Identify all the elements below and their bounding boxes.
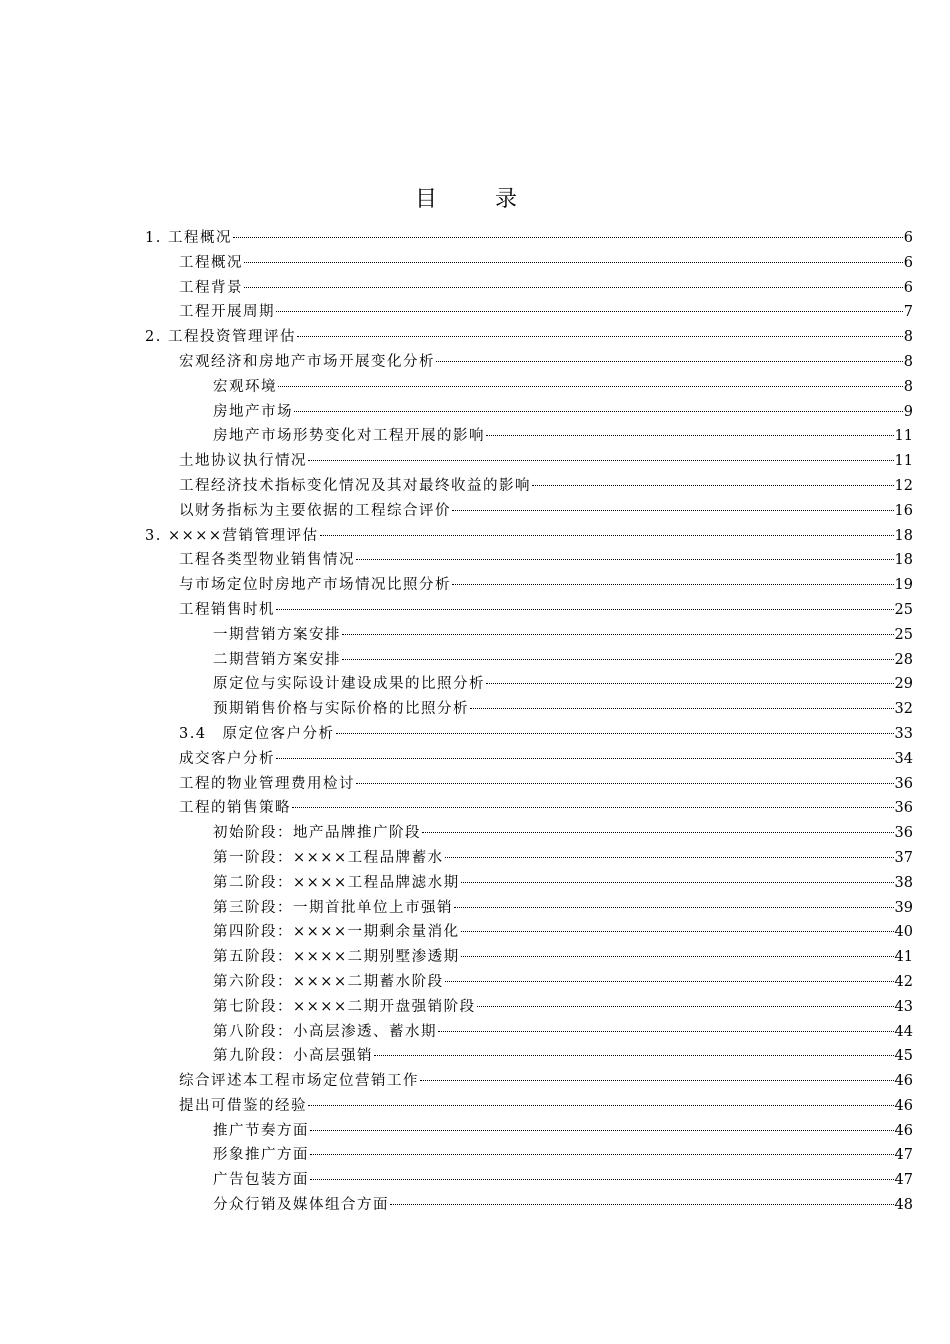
toc-entry-label: 宏观环境 [213,378,277,395]
toc-entry-page-number: 46 [894,1097,913,1114]
toc-entry[interactable] [145,1069,913,1094]
toc-entry-page-number: 29 [894,676,913,693]
toc-entry[interactable] [145,474,913,499]
toc-entry[interactable] [145,945,913,970]
toc-dot-leader [233,237,903,238]
toc-entry-page-number: 32 [894,701,913,718]
toc-entry-label: 工程背景 [179,279,243,296]
toc-dot-leader [452,584,894,585]
toc-entry-label: 工程经济技术指标变化情况及其对最终收益的影响 [179,477,531,494]
toc-entry[interactable] [145,672,913,697]
toc-entry[interactable] [145,1094,913,1119]
toc-dot-leader [276,758,894,759]
toc-dot-leader [452,510,894,511]
toc-entry-label: 第一阶段：××××工程品牌蓄水 [213,849,444,866]
toc-entry-page-number: 46 [894,1122,913,1139]
toc-dot-leader [308,460,894,461]
toc-dot-leader [445,981,894,982]
toc-entry[interactable] [145,548,913,573]
toc-dot-leader [445,857,894,858]
toc-entry-label: 房地产市场形势变化对工程开展的影响 [213,428,485,445]
toc-entry-label: 一期营销方案安排 [213,626,341,643]
toc-entry-label: 预期销售价格与实际价格的比照分析 [213,701,469,718]
toc-entry[interactable] [145,300,913,325]
toc-entry[interactable] [145,325,913,350]
toc-entry-page-number: 47 [894,1172,913,1189]
toc-entry-label: 工程的物业管理费用检讨 [179,775,355,792]
toc-entry-page-number: 39 [894,899,913,916]
toc-dot-leader [532,485,894,486]
toc-entry-label: 初始阶段：地产品牌推广阶段 [213,825,421,842]
toc-entry-label: 工程开展周期 [179,304,275,321]
toc-dot-leader [438,1031,894,1032]
toc-entry-label: 3.4 原定位客户分析 [179,725,335,742]
toc-entry-label: 第九阶段：小高层强销 [213,1048,373,1065]
toc-entry[interactable] [145,871,913,896]
toc-entry[interactable] [145,499,913,524]
toc-entry[interactable] [145,846,913,871]
toc-entry-label: 第五阶段：××××二期别墅渗透期 [213,949,460,966]
toc-entry-page-number: 46 [894,1073,913,1090]
toc-entry-page-number: 36 [894,800,913,817]
toc-entry[interactable] [145,1193,913,1218]
toc-entry-label: 与市场定位时房地产市场情况比照分析 [179,577,451,594]
toc-entry-page-number: 38 [894,874,913,891]
toc-entry-page-number: 45 [894,1048,913,1065]
toc-dot-leader [342,634,894,635]
toc-entry[interactable] [145,375,913,400]
toc-entry-page-number: 25 [894,626,913,643]
toc-entry-label: 2. 工程投资管理评估 [145,329,296,346]
toc-dot-leader [356,783,894,784]
toc-entry-page-number: 48 [894,1197,913,1214]
toc-entry[interactable] [145,524,913,549]
toc-entry-label: 工程销售时机 [179,601,275,618]
toc-dot-leader [292,807,894,808]
toc-dot-leader [436,361,903,362]
toc-entry-label: 工程的销售策略 [179,800,291,817]
toc-entry[interactable] [145,424,913,449]
toc-entry[interactable] [145,623,913,648]
toc-dot-leader [374,1055,894,1056]
toc-entry-page-number: 6 [903,279,913,296]
toc-entry-page-number: 8 [903,353,913,370]
toc-entry-label: 分众行销及媒体组合方面 [213,1197,389,1214]
toc-entry[interactable] [145,226,913,251]
toc-entry[interactable] [145,1168,913,1193]
toc-dot-leader [276,311,903,312]
toc-entry[interactable] [145,1044,913,1069]
toc-dot-leader [422,832,894,833]
toc-entry[interactable] [145,920,913,945]
toc-dot-leader [420,1080,894,1081]
toc-entry-label: 第七阶段：××××二期开盘强销阶段 [213,998,476,1015]
toc-entry-page-number: 18 [894,552,913,569]
toc-entry-label: 二期营销方案安排 [213,651,341,668]
toc-entry-page-number: 40 [894,924,913,941]
toc-entry-page-number: 34 [894,750,913,767]
toc-entry[interactable] [145,747,913,772]
toc-dot-leader [470,708,894,709]
toc-dot-leader [294,411,903,412]
toc-entry-page-number: 7 [903,304,913,321]
toc-entry-page-number: 44 [894,1023,913,1040]
toc-entry[interactable] [145,648,913,673]
toc-dot-leader [297,336,903,337]
toc-entry-label: 土地协议执行情况 [179,453,307,470]
toc-entry-page-number: 19 [894,577,913,594]
toc-entry-label: 第三阶段：一期首批单位上市强销 [213,899,453,916]
toc-dot-leader [308,1105,894,1106]
toc-entry[interactable] [145,821,913,846]
toc-entry-label: 原定位与实际设计建设成果的比照分析 [213,676,485,693]
toc-entry-label: 3. ××××营销管理评估 [145,527,319,544]
toc-entry-page-number: 11 [894,428,913,445]
toc-entry-label: 形象推广方面 [213,1147,309,1164]
toc-entry-label: 成交客户分析 [179,750,275,767]
toc-entry-page-number: 11 [894,453,913,470]
toc-entry[interactable] [145,400,913,425]
toc-entry-page-number: 6 [903,230,913,246]
toc-entry[interactable] [145,1143,913,1168]
table-of-contents [145,226,913,1218]
toc-entry-page-number: 43 [894,998,913,1015]
toc-dot-leader [356,559,894,560]
toc-entry-page-number: 37 [894,849,913,866]
toc-entry-page-number: 18 [894,527,913,544]
toc-entry-page-number: 47 [894,1147,913,1164]
toc-entry[interactable] [145,970,913,995]
toc-dot-leader [336,733,894,734]
toc-entry[interactable] [145,251,913,276]
toc-dot-leader [276,609,894,610]
toc-entry-label: 广告包装方面 [213,1172,309,1189]
toc-entry-page-number: 41 [894,949,913,966]
toc-dot-leader [461,882,894,883]
toc-entry-page-number: 6 [903,254,913,271]
toc-entry[interactable] [145,896,913,921]
toc-dot-leader [342,659,894,660]
toc-dot-leader [310,1154,894,1155]
toc-dot-leader [244,262,903,263]
toc-entry-label: 提出可借鉴的经验 [179,1097,307,1114]
toc-entry[interactable] [145,1020,913,1045]
toc-entry-page-number: 36 [894,825,913,842]
toc-entry-page-number: 16 [894,502,913,519]
toc-entry-label: 工程各类型物业销售情况 [179,552,355,569]
toc-dot-leader [244,287,903,288]
toc-entry-label: 1. 工程概况 [145,230,232,246]
toc-entry[interactable] [145,449,913,474]
toc-entry[interactable] [145,772,913,797]
toc-entry[interactable] [145,350,913,375]
toc-entry-label: 第八阶段：小高层渗透、蓄水期 [213,1023,437,1040]
toc-entry-page-number: 42 [894,973,913,990]
toc-entry-label: 工程概况 [179,254,243,271]
toc-entry-label: 第四阶段：××××一期剩余量消化 [213,924,460,941]
toc-entry-page-number: 33 [894,725,913,742]
toc-entry-label: 以财务指标为主要依据的工程综合评价 [179,502,451,519]
toc-entry-label: 宏观经济和房地产市场开展变化分析 [179,353,435,370]
toc-dot-leader [278,386,903,387]
toc-entry[interactable] [145,598,913,623]
toc-dot-leader [454,907,894,908]
toc-entry-label: 第六阶段：××××二期蓄水阶段 [213,973,444,990]
toc-entry-page-number: 25 [894,601,913,618]
toc-title: 目 录 [414,187,535,212]
toc-dot-leader [461,956,894,957]
toc-dot-leader [486,435,894,436]
toc-dot-leader [477,1006,894,1007]
toc-entry-page-number: 8 [903,329,913,346]
toc-entry[interactable] [145,276,913,301]
toc-dot-leader [461,931,894,932]
toc-dot-leader [486,683,894,684]
toc-dot-leader [390,1204,894,1205]
toc-entry-page-number: 9 [903,403,913,420]
toc-dot-leader [310,1130,894,1131]
toc-entry[interactable] [145,1119,913,1144]
toc-entry-label: 第二阶段：××××工程品牌滤水期 [213,874,460,891]
toc-entry-page-number: 36 [894,775,913,792]
toc-dot-leader [310,1179,894,1180]
toc-entry[interactable] [145,697,913,722]
toc-entry-page-number: 12 [894,477,913,494]
toc-entry-page-number: 28 [894,651,913,668]
toc-entry[interactable] [145,722,913,747]
toc-entry-label: 综合评述本工程市场定位营销工作 [179,1073,419,1090]
toc-entry-label: 房地产市场 [213,403,293,420]
toc-dot-leader [320,535,894,536]
toc-entry[interactable] [145,995,913,1020]
toc-entry-page-number: 8 [903,378,913,395]
toc-entry[interactable] [145,796,913,821]
toc-entry[interactable] [145,573,913,598]
toc-entry-label: 推广节奏方面 [213,1122,309,1139]
